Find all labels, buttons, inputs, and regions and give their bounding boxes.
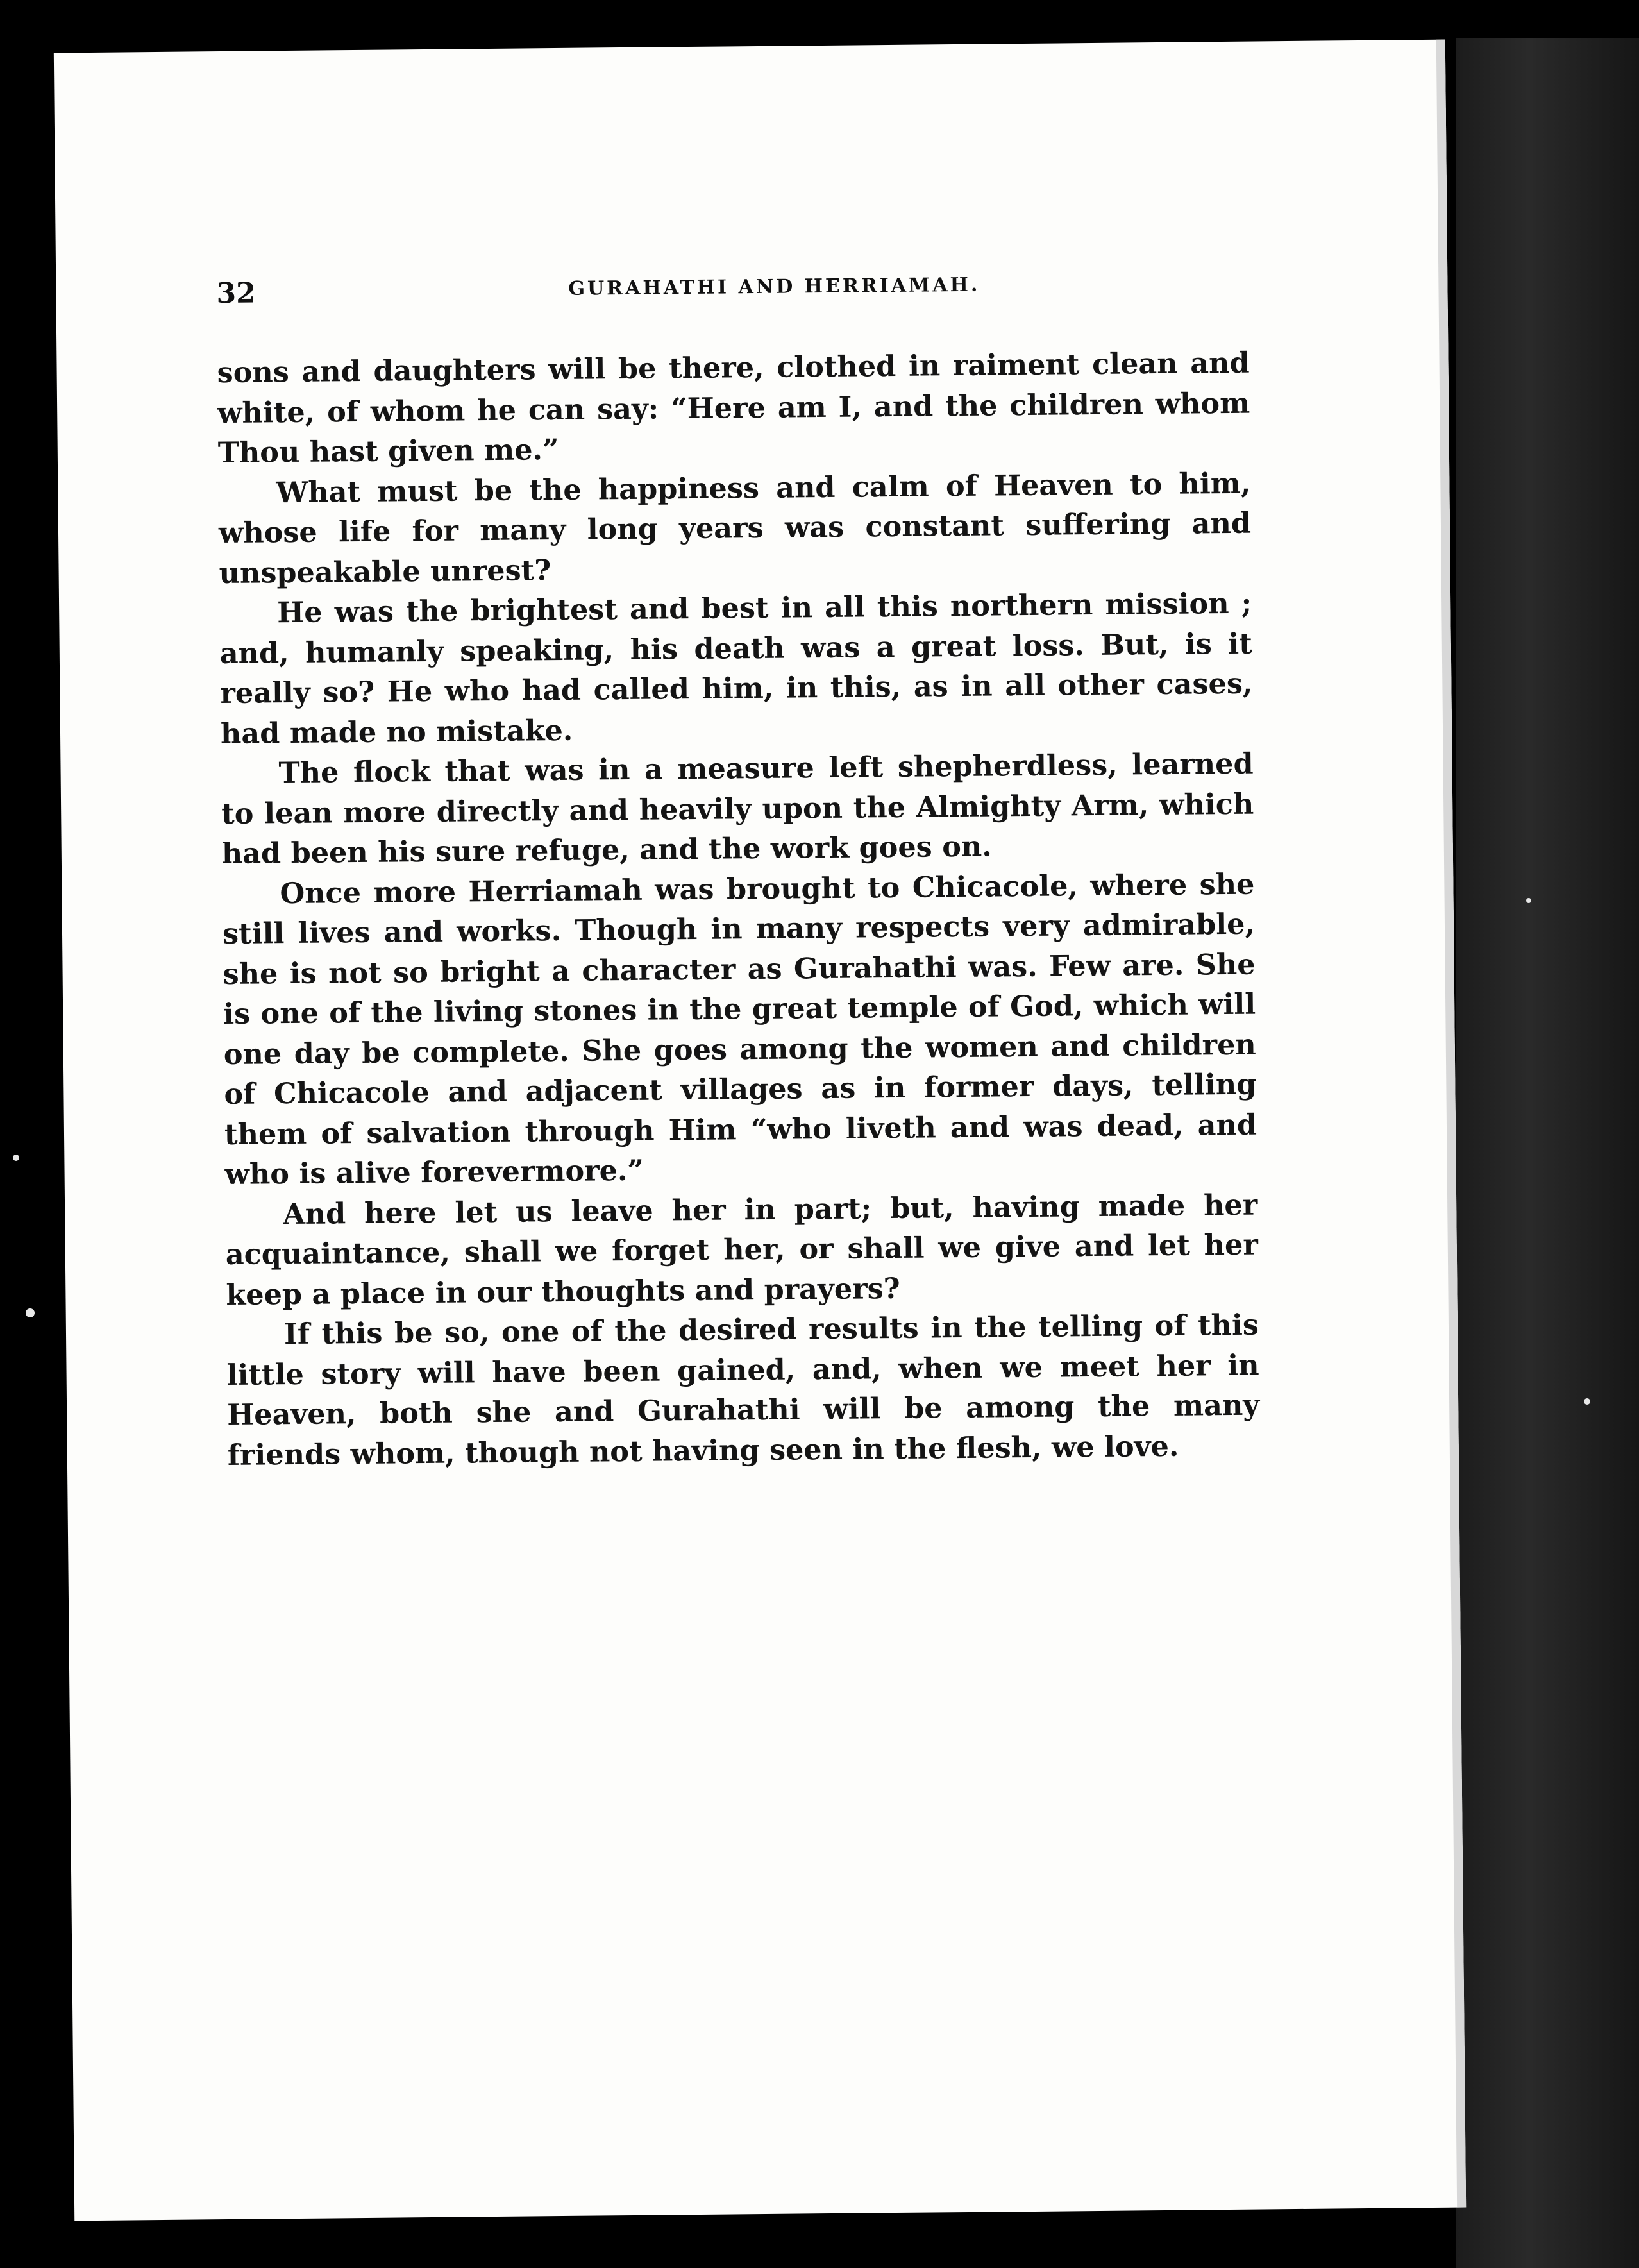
running-head-title: GURAHATHI AND HERRIAMAH. <box>568 273 980 300</box>
paragraph: The flock that was in a measure left shepherdless, learned to lean more directly and heavily upon the Almighty Arm, which had been his sure refuge, and the work goes on. <box>221 747 1254 871</box>
paragraph: sons and daughters will be there, clothed in raiment clean and white, of whom he can say: “Here am I, and the children whom Thou hast given me.” <box>217 346 1250 470</box>
book-page <box>54 40 1466 2221</box>
dust-speck <box>26 1308 35 1317</box>
paragraph: What must be the happiness and calm of Heaven to him, whose life for many long years was constant suffering and unspeakable unrest? <box>218 466 1252 590</box>
dust-speck <box>1526 898 1531 903</box>
body-text <box>217 343 1260 1475</box>
paragraph: And here let us leave her in part; but, having made her acquaintance, shall we forget her, or shall we give and let her keep a place in our thoughts and prayers? <box>225 1188 1258 1312</box>
book-binding-shadow <box>1456 38 1639 2268</box>
paragraph: If this be so, one of the desired results in the telling of this little story will have been gained, and, when we meet her in Heaven, both she and Gurahathi will be among the many friends whom, though not having seen in the flesh, we love. <box>226 1308 1260 1472</box>
page-number: 32 <box>216 276 256 310</box>
paragraph: He was the brightest and best in all this northern mission ; and, humanly speaking, his death was a great loss. But, is it really so? He who had called him, in this, as in all other cases, had made no mistake. <box>219 586 1253 750</box>
running-head <box>216 266 1332 316</box>
paragraph: Once more Herriamah was brought to Chicacole, where she still lives and works. Though in many respects very admirable, she is not so bright a character as Gurahathi was. Few are. She is one of the living stones in the great temple of God, which will one day be complete. She goes among the women and children of Chicacole and adjacent villages as in former days, telling them of salvation through Him “who liveth and was dead, and who is alive forevermore.” <box>222 867 1257 1192</box>
dust-speck <box>1584 1398 1590 1405</box>
dust-speck <box>13 1155 19 1161</box>
